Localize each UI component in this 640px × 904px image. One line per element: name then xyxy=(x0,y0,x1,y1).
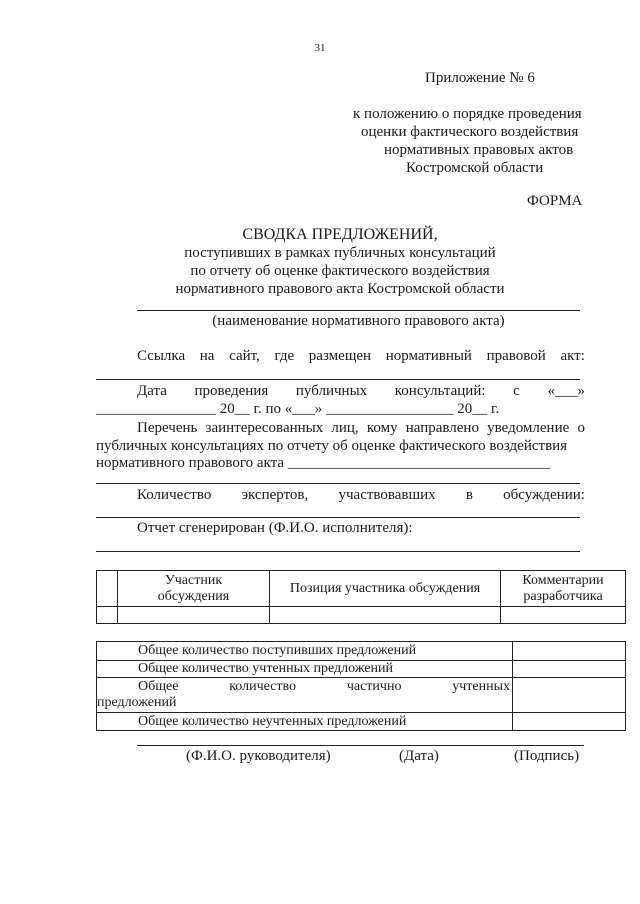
experts-word: участвовавших xyxy=(338,487,436,503)
experts-word: Количество xyxy=(137,487,212,503)
table-cell xyxy=(118,607,270,624)
proposals-table xyxy=(96,570,626,624)
summary-row xyxy=(97,642,626,661)
date-word: проведения xyxy=(194,383,269,399)
heading-line-1: поступивших в рамках публичных консультаций xyxy=(184,245,496,261)
table-cell xyxy=(97,607,118,624)
link-word: на xyxy=(199,348,215,364)
experts-word: экспертов, xyxy=(241,487,309,503)
summary-word: частично xyxy=(346,679,402,694)
parties-underline xyxy=(96,483,580,484)
summary-row3-words xyxy=(97,679,512,695)
experts-underline xyxy=(96,517,580,518)
heading-line-3: нормативного правового акта Костромской области xyxy=(175,281,505,297)
experts-line xyxy=(137,487,585,504)
appendix-line-4: Костромской области xyxy=(406,160,544,176)
parties-word: Перечень xyxy=(137,420,198,436)
link-word: Ссылка xyxy=(137,348,186,364)
summary-word: количество xyxy=(229,679,297,694)
date-line xyxy=(137,383,585,400)
parties-line-3: нормативного правового акта ___________________________________ xyxy=(96,455,551,471)
signature-date: (Дата) xyxy=(399,748,439,764)
summary-value xyxy=(513,678,626,713)
parties-word: лиц, xyxy=(331,420,359,436)
link-underline xyxy=(96,379,580,380)
appendix-title: Приложение № 6 xyxy=(425,70,535,86)
page-number: 31 xyxy=(314,42,326,54)
summary-word: учтенных xyxy=(452,679,510,694)
signature-sign: (Подпись) xyxy=(514,748,580,764)
link-word: где xyxy=(274,348,295,364)
link-word: правовой xyxy=(486,348,546,364)
experts-word: обсуждении: xyxy=(503,487,585,503)
summary-table xyxy=(96,641,626,731)
experts-word: в xyxy=(465,487,473,503)
summary-row xyxy=(97,713,626,731)
summary-value xyxy=(513,713,626,731)
heading-title: СВОДКА ПРЕДЛОЖЕНИЙ, xyxy=(242,226,438,243)
date-line-continuation: ________________ 20__ г. по «___» _________________ 20__ г. xyxy=(96,401,500,417)
link-word: нормативный xyxy=(385,348,472,364)
parties-line-2: публичных консультациях по отчету об оценке фактического воздействия xyxy=(96,438,568,454)
summary-value xyxy=(513,661,626,678)
appendix-line-3: нормативных правовых актов xyxy=(384,142,574,158)
header-participant: Участник обсуждения xyxy=(118,571,270,607)
summary-row xyxy=(97,678,626,713)
link-word: размещен xyxy=(308,348,372,364)
report-underline xyxy=(96,551,580,552)
parties-word: кому xyxy=(366,420,398,436)
date-word: «___» xyxy=(547,383,585,399)
parties-word: направлено xyxy=(405,420,479,436)
summary-label: Общее количество поступивших предложений xyxy=(97,642,513,661)
date-word: публичных xyxy=(295,383,368,399)
parties-line-1 xyxy=(137,420,585,437)
signature-underline xyxy=(137,745,584,746)
report-line: Отчет сгенерирован (Ф.И.О. исполнителя): xyxy=(137,520,413,536)
table-cell xyxy=(270,607,501,624)
heading-line-2: по отчету об оценке фактического воздействия xyxy=(190,263,490,279)
header-position: Позиция участника обсуждения xyxy=(270,571,501,607)
date-word: Дата xyxy=(137,383,167,399)
summary-label xyxy=(97,678,513,713)
parties-word: о xyxy=(577,420,585,436)
summary-label: Общее количество неучтенных предложений xyxy=(97,713,513,731)
summary-row xyxy=(97,661,626,678)
summary-value xyxy=(513,642,626,661)
table-row xyxy=(97,607,626,624)
parties-word: уведомление xyxy=(487,420,570,436)
link-word: сайт, xyxy=(229,348,260,364)
link-word: акт: xyxy=(560,348,585,364)
table-header-row xyxy=(97,571,626,607)
signature-fio: (Ф.И.О. руководителя) xyxy=(186,748,331,764)
act-name-caption: (наименование нормативного правового акта) xyxy=(212,313,505,329)
forma-label: ФОРМА xyxy=(527,193,583,209)
date-word: консультаций: xyxy=(394,383,486,399)
header-comments: Комментарии разработчика xyxy=(501,571,626,607)
appendix-line-2: оценки фактического воздействия xyxy=(361,124,579,140)
table-cell xyxy=(501,607,626,624)
summary-word: Общее xyxy=(138,679,179,694)
summary-label: Общее количество учтенных предложений xyxy=(97,661,513,678)
appendix-line-1: к положению о порядке проведения xyxy=(353,106,582,122)
summary-row3-wrap: предложений xyxy=(97,695,177,710)
parties-word: заинтересованных xyxy=(205,420,324,436)
link-line xyxy=(137,348,585,365)
date-word: с xyxy=(513,383,520,399)
table-empty-cell xyxy=(97,571,118,607)
act-name-underline xyxy=(137,310,580,311)
